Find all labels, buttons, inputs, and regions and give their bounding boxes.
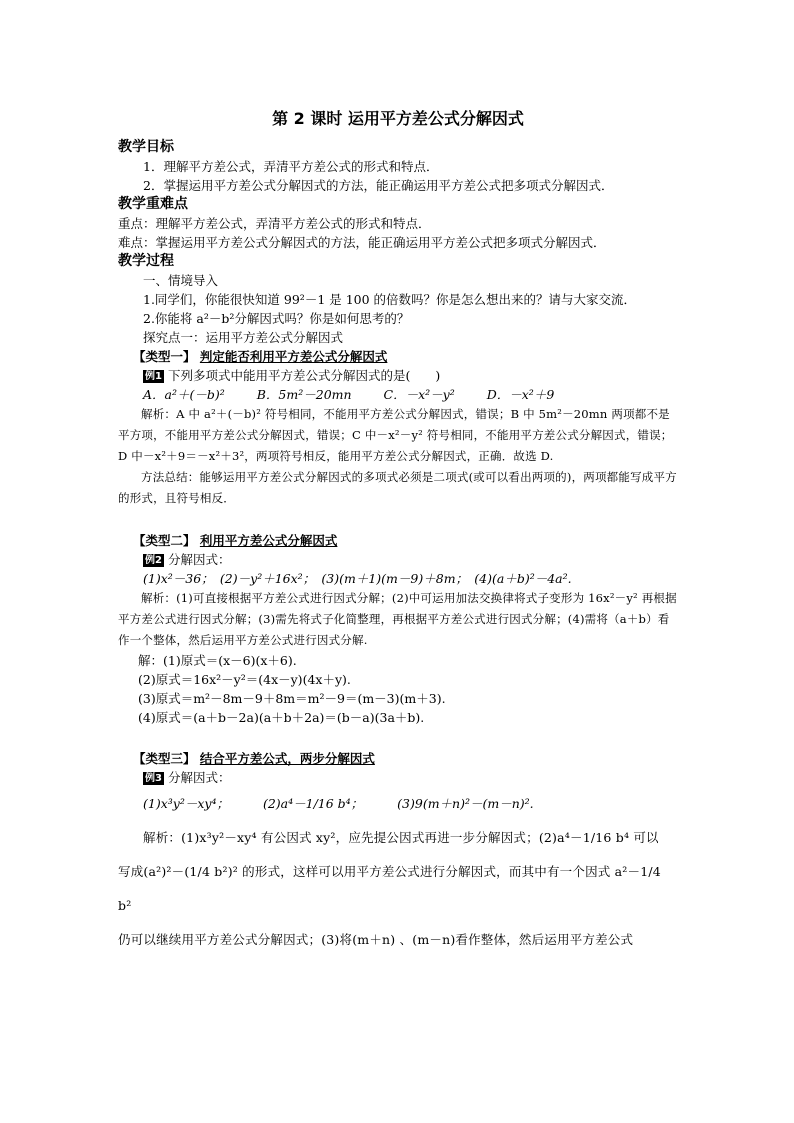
example3-items — [118, 787, 678, 821]
goal-item: 1．理解平方差公式，弄清平方差公式的形式和特点． — [143, 159, 439, 174]
type3-label: 【类型三】 — [133, 751, 196, 766]
solution-line: (3)原式＝m²－8m－9＋8m＝m²－9＝(m－3)(m＋3). — [138, 691, 446, 706]
intro-title: 一、情境导入 — [143, 273, 219, 288]
example3-item: (3)9(m＋n)²－(m－n)². — [397, 796, 534, 811]
explore-point: 探究点一：运用平方差公式分解因式 — [143, 330, 344, 345]
example3-analysis-line: 写成(a²)²－(1/4 b²)² 的形式，这样可以用平方差公式进行分解因式，而其中有一个因式 a²－1/4 b² — [118, 864, 661, 913]
type3-name: 结合平方差公式，两步分解因式 — [199, 751, 375, 766]
solution-line: (4)原式＝(a＋b－2a)(a＋b＋2a)＝(b－a)(3a＋b). — [138, 710, 425, 725]
example3-badge: 例3 — [145, 773, 162, 784]
lesson-page — [118, 100, 678, 957]
option-c: C．－x²－y² — [383, 387, 455, 402]
example2-badge: 例2 — [145, 555, 162, 566]
type1-label: 【类型一】 — [133, 349, 196, 364]
example3-analysis-line: 仍可以继续用平方差公式分解因式；(3)将(m＋n) 、(m－n)看作整体，然后运用平方差公式 — [118, 932, 634, 947]
intro-question-1: 1.同学们，你能很快知道 99²－1 是 100 的倍数吗？你是怎么想出来的？请与大家交流． — [143, 292, 637, 307]
example2-items: (1)x²－36； (2)－y²＋16x²； (3)(m＋1)(m－9)＋8m； (4)(a＋b)²－4a². — [143, 571, 572, 586]
goal-item: 2．掌握运用平方差公式分解因式的方法，能正确运用平方差公式把多项式分解因式． — [143, 178, 614, 193]
key-focus: 重点：理解平方差公式，弄清平方差公式的形式和特点． — [118, 216, 431, 231]
intro-question-2: 2.你能将 a²－b²分解因式吗？你是如何思考的？ — [143, 311, 410, 326]
option-b: B．5m²－20mn — [256, 387, 352, 402]
solution-line: (2)原式＝16x²－y²＝(4x－y)(4x＋y). — [138, 672, 351, 687]
option-d: D．－x²＋9 — [486, 387, 555, 402]
type3-heading — [118, 749, 678, 768]
example3-analysis-line: 解析：(1)x³y²－xy⁴ 有公因式 xy²，应先提公因式再进一步分解因式；(2)a⁴－1/16 b⁴ 可以 — [143, 830, 659, 845]
example3-item: (1)x³y²－xy⁴； — [143, 796, 229, 811]
type2-name: 利用平方差公式分解因式 — [199, 533, 338, 548]
key-difficulty: 难点：掌握运用平方差公式分解因式的方法，能正确运用平方差公式把多项式分解因式． — [118, 235, 606, 250]
type2-heading — [118, 531, 678, 550]
example1-question: 例1 下列多项式中能用平方差公式分解因式的是( ) — [145, 368, 441, 383]
key-heading: 教学重难点 — [118, 196, 188, 212]
example3-item: (2)a⁴－1/16 b⁴； — [262, 796, 364, 811]
example1-badge: 例1 — [145, 371, 162, 382]
type1-name: 判定能否利用平方差公式分解因式 — [199, 349, 388, 364]
goals-heading: 教学目标 — [118, 139, 174, 155]
type2-label: 【类型二】 — [133, 533, 196, 548]
option-a: A．a²＋(－b)² — [143, 387, 225, 402]
process-heading: 教学过程 — [118, 253, 174, 269]
page-title: 第 2 课时 运用平方差公式分解因式 — [272, 109, 524, 128]
type1-heading — [118, 347, 678, 366]
example1-options — [118, 385, 678, 404]
example1-analysis: 解析：A 中 a²＋(－b)² 符号相同，不能用平方差公式分解因式，错误；B 中 5m²－20mn 两项都不是平方项，不能用平方差公式分解因式，错误；C 中－x²－y² 符号相同，不能用平方差公式分解因式，错误；D 中－x²＋9＝－x²＋3²，两项符号相反，能用平方差公式分解因式，正确．故选 D. — [118, 407, 673, 463]
example3-question: 例3 分解因式： — [145, 770, 231, 785]
solution-line: 解：(1)原式＝(x－6)(x＋6). — [138, 653, 297, 668]
example1-summary: 方法总结：能够运用平方差公式分解因式的多项式必须是二项式(或可以看出两项的)，两项都能写成平方的形式，且符号相反． — [118, 470, 677, 505]
example2-question: 例2 分解因式： — [145, 552, 231, 567]
example2-analysis: 解析：(1)可直接根据平方差公式进行因式分解；(2)中可运用加法交换律将式子变形为 16x²－y² 再根据平方差公式进行因式分解；(3)需先将式子化简整理，再根据平方差公式进行因式分解；(4)需将（a＋b）看作一个整体，然后运用平方差公式进行因式分解. — [118, 591, 677, 647]
